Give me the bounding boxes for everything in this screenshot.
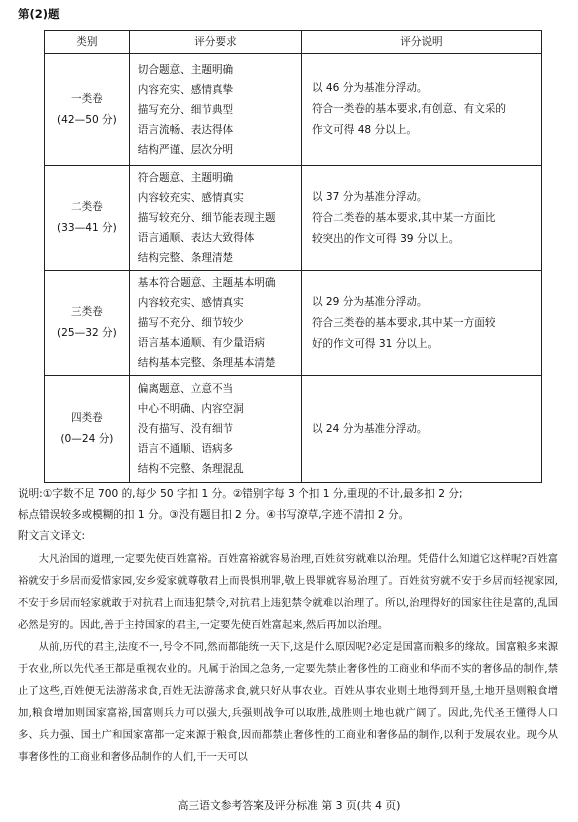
category-cell — [45, 271, 130, 376]
requirement-item: 切合题意、主题明确 — [137, 63, 234, 76]
requirements-cell — [129, 376, 301, 483]
requirement-item: 语言不通顺、语病多 — [137, 443, 234, 455]
requirement-item: 没有描写、没有细节 — [137, 423, 234, 435]
requirement-item: 描写不充分、细节较少 — [137, 317, 244, 329]
question-label: 第(2)题 — [18, 7, 60, 21]
notes-cell — [301, 166, 541, 271]
requirement-item: 语言通顺、表达大致得体 — [137, 232, 255, 244]
requirements-cell — [129, 166, 301, 271]
translation-text — [18, 548, 558, 768]
requirement-item: 结构基本完整、条理基本清楚 — [137, 357, 276, 369]
translation-paragraph: 大凡治国的道理,一定要先使百姓富裕。百姓富裕就容易治理,百姓贫穷就难以治理。凭借什么知道它这样呢?百姓富裕就安于乡居而爱惜家园,安乡爱家就尊敬君上而畏惧刑罪,敬上畏罪就容易治理了。百姓贫穷就不安于乡居而轻视家园,不安于乡居而轻家就敢于对抗君上而违犯禁令,对抗君上违犯禁令就难以治理了。所以,治理得好的国家往往是富的,乱国必然是穷的。因此,善于主持国家的君主,一定要先使百姓富起来,然后再加以治理。 — [18, 553, 558, 631]
score-range: (0—24 分) — [60, 433, 114, 445]
table-row — [45, 166, 542, 271]
note-line: 以 46 分为基准分浮动。 — [311, 82, 428, 94]
requirement-item: 语言流畅、表达得体 — [137, 123, 234, 136]
category-name: 三类卷 — [71, 306, 103, 318]
requirement-item: 内容充实、感情真挚 — [137, 83, 234, 96]
requirement-item: 符合题意、主题明确 — [137, 172, 234, 184]
note-line: 较突出的作文可得 39 分以上。 — [311, 232, 460, 245]
note-line: 以 37 分为基准分浮动。 — [311, 190, 428, 203]
requirement-item: 描写充分、细节典型 — [137, 103, 234, 116]
grading-table — [44, 30, 542, 483]
note-line: 以 24 分为基准分浮动。 — [311, 422, 428, 435]
score-range: (33—41 分) — [57, 222, 117, 234]
requirement-item: 内容较充实、感情真实 — [137, 297, 244, 309]
requirement-item: 结构严谨、层次分明 — [137, 143, 234, 156]
requirement-item: 内容较充实、感情真实 — [137, 192, 244, 204]
category-name: 四类卷 — [71, 412, 103, 424]
note-line: 符合二类卷的基本要求,其中某一方面比 — [311, 211, 496, 224]
note-line: 以 29 分为基准分浮动。 — [311, 295, 428, 308]
requirements-cell — [129, 271, 301, 376]
score-range: (25—32 分) — [57, 327, 117, 339]
header-category: 类别 — [45, 31, 130, 54]
header-notes: 评分说明 — [301, 31, 541, 54]
scoring-explanation — [18, 484, 566, 547]
page-footer: 高三语文参考答案及评分标准 第 3 页(共 4 页) — [177, 799, 401, 812]
requirement-item: 语言基本通顺、有少量语病 — [137, 337, 265, 349]
requirement-item: 描写较充分、细节能表现主题 — [137, 212, 276, 224]
notes-cell — [301, 271, 541, 376]
score-range: (42—50 分) — [57, 113, 117, 126]
table-row — [45, 376, 542, 483]
header-requirements: 评分要求 — [129, 31, 301, 54]
category-cell — [45, 376, 130, 483]
table-row — [45, 271, 542, 376]
notes-cell — [301, 54, 541, 166]
requirement-item: 基本符合题意、主题基本明确 — [137, 277, 276, 289]
translation-heading: 附文言文译文: — [18, 530, 86, 542]
note-line: 符合三类卷的基本要求,其中某一方面较 — [311, 316, 496, 329]
table-header-row — [45, 31, 542, 54]
note-line: 好的作文可得 31 分以上。 — [311, 337, 439, 350]
category-name: 一类卷 — [71, 92, 103, 105]
category-cell — [45, 166, 130, 271]
category-cell — [45, 54, 130, 166]
category-name: 二类卷 — [71, 201, 103, 213]
table-row — [45, 54, 542, 166]
requirement-item: 结构不完整、条理混乱 — [137, 463, 244, 475]
note-line: 符合一类卷的基本要求,有创意、有文采的 — [311, 103, 507, 115]
translation-paragraph: 从前,历代的君主,法度不一,号令不同,然而都能统一天下,这是什么原因呢?必定是国富而粮多的缘故。国富粮多来源于农业,所以先代圣王都是重视农业的。凡属于治国之急务,一定要先禁止奢侈性的工商业和华而不实的奢侈品的制作,禁止了这些,百姓便无法游荡求食,百姓无法游荡求食,就只好从事农业。百姓从事农业则土地得到开垦,土地开垦则粮食增加,粮食增加则国家富裕,国富则兵力可以强大,兵强则战争可以取胜,战胜则土地也就广阔了。因此,先代圣王懂得人口多、兵力强、国土广和国家富都一定来源于粮食,因而都禁止奢侈性的工商业和奢侈品的制作,以利于发展农业。现今从事奢侈性的工商业和奢侈品制作的人们,干一天可以 — [18, 641, 558, 763]
explanation-line: 标点错误较多或模糊的扣 1 分。③没有题目扣 2 分。④书写潦草,字迹不清扣 2 分。 — [18, 509, 410, 521]
explanation-line: 说明:①字数不足 700 的,每少 50 字扣 1 分。②错别字每 3 个扣 1 分,重现的不计,最多扣 2 分; — [18, 488, 463, 500]
note-line: 作文可得 48 分以上。 — [311, 124, 417, 136]
requirement-item: 中心不明确、内容空洞 — [137, 403, 244, 415]
requirement-item: 结构完整、条理清楚 — [137, 252, 234, 264]
notes-cell — [301, 376, 541, 483]
requirement-item: 偏离题意、立意不当 — [137, 383, 234, 395]
requirements-cell — [129, 54, 301, 166]
